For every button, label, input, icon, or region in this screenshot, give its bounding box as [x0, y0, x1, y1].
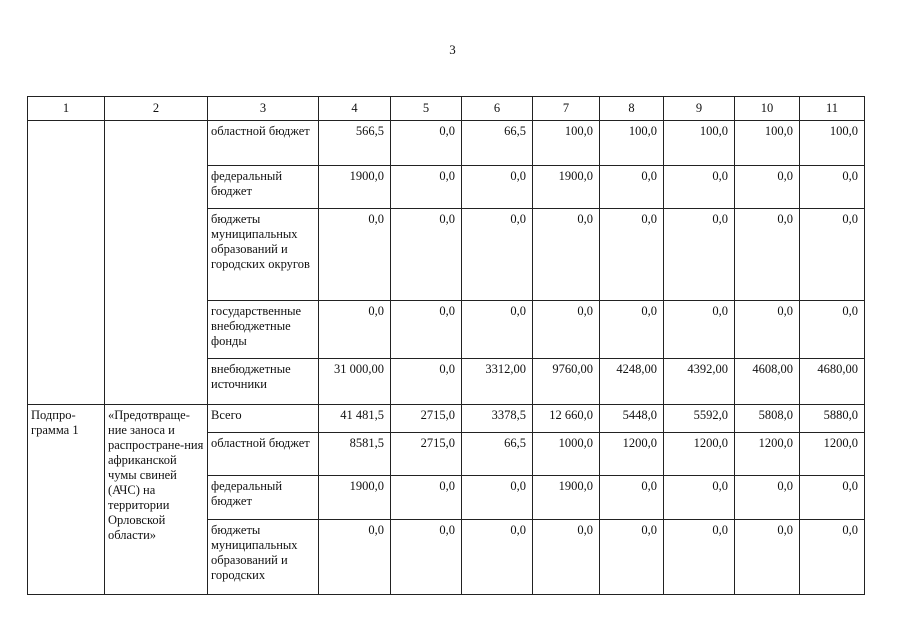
value-cell: 0,0 — [800, 520, 865, 595]
value-cell: 4392,00 — [664, 359, 735, 405]
value-cell: 1200,0 — [600, 433, 664, 476]
value-cell: 0,0 — [800, 301, 865, 359]
value-cell: 0,0 — [462, 301, 533, 359]
value-cell: 0,0 — [664, 520, 735, 595]
value-cell: 0,0 — [391, 121, 462, 166]
value-cell: 2715,0 — [391, 433, 462, 476]
header-cell: 1 — [28, 97, 105, 121]
header-cell: 11 — [800, 97, 865, 121]
value-cell: 8581,5 — [319, 433, 391, 476]
value-cell: 5808,0 — [735, 405, 800, 433]
value-cell: 0,0 — [600, 209, 664, 301]
value-cell: 0,0 — [391, 520, 462, 595]
value-cell: 1900,0 — [319, 476, 391, 520]
value-cell: 100,0 — [533, 121, 600, 166]
table-row — [28, 405, 865, 433]
funding-source: бюджеты муниципальных образований и городских округов — [208, 209, 319, 301]
value-cell: 31 000,00 — [319, 359, 391, 405]
value-cell: 4248,00 — [600, 359, 664, 405]
header-cell: 6 — [462, 97, 533, 121]
value-cell: 66,5 — [462, 121, 533, 166]
value-cell: 0,0 — [319, 520, 391, 595]
value-cell: 0,0 — [462, 520, 533, 595]
funding-source: областной бюджет — [208, 121, 319, 166]
value-cell: 0,0 — [391, 359, 462, 405]
subprogram-title: «Предотвраще-ние заноса и распростране-ния африканской чумы свиней (АЧС) на территории Орловской области» — [105, 405, 208, 595]
value-cell: 1200,0 — [800, 433, 865, 476]
value-cell: 0,0 — [664, 209, 735, 301]
value-cell: 1900,0 — [533, 166, 600, 209]
value-cell: 0,0 — [319, 209, 391, 301]
value-cell: 3378,5 — [462, 405, 533, 433]
header-cell: 5 — [391, 97, 462, 121]
value-cell: 0,0 — [600, 476, 664, 520]
header-cell: 3 — [208, 97, 319, 121]
subprogram-number: Подпро-грамма 1 — [28, 405, 105, 595]
value-cell: 0,0 — [800, 166, 865, 209]
value-cell: 5880,0 — [800, 405, 865, 433]
value-cell: 0,0 — [800, 476, 865, 520]
table-row — [28, 121, 865, 166]
funding-source: областной бюджет — [208, 433, 319, 476]
value-cell: 0,0 — [735, 166, 800, 209]
value-cell: 1000,0 — [533, 433, 600, 476]
value-cell: 0,0 — [800, 209, 865, 301]
value-cell: 0,0 — [664, 476, 735, 520]
value-cell: 1200,0 — [664, 433, 735, 476]
value-cell: 0,0 — [600, 520, 664, 595]
value-cell: 1900,0 — [533, 476, 600, 520]
value-cell: 0,0 — [391, 301, 462, 359]
value-cell: 1900,0 — [319, 166, 391, 209]
value-cell: 0,0 — [462, 476, 533, 520]
value-cell: 4608,00 — [735, 359, 800, 405]
value-cell: 0,0 — [735, 520, 800, 595]
value-cell: 0,0 — [391, 476, 462, 520]
value-cell: 3312,00 — [462, 359, 533, 405]
value-cell: 0,0 — [664, 166, 735, 209]
funding-source: Всего — [208, 405, 319, 433]
funding-source: федеральный бюджет — [208, 166, 319, 209]
header-cell: 10 — [735, 97, 800, 121]
value-cell: 9760,00 — [533, 359, 600, 405]
header-cell: 8 — [600, 97, 664, 121]
value-cell: 0,0 — [533, 209, 600, 301]
value-cell: 0,0 — [735, 301, 800, 359]
value-cell: 566,5 — [319, 121, 391, 166]
value-cell: 1200,0 — [735, 433, 800, 476]
funding-source: государственные внебюджетные фонды — [208, 301, 319, 359]
value-cell: 5448,0 — [600, 405, 664, 433]
header-cell: 4 — [319, 97, 391, 121]
value-cell: 0,0 — [462, 166, 533, 209]
header-cell: 2 — [105, 97, 208, 121]
funding-source: внебюджетные источники — [208, 359, 319, 405]
funding-source: федеральный бюджет — [208, 476, 319, 520]
value-cell: 2715,0 — [391, 405, 462, 433]
value-cell: 0,0 — [391, 166, 462, 209]
value-cell: 0,0 — [600, 301, 664, 359]
budget-table — [27, 96, 865, 595]
value-cell: 0,0 — [391, 209, 462, 301]
value-cell: 41 481,5 — [319, 405, 391, 433]
value-cell: 0,0 — [533, 301, 600, 359]
empty-cell — [105, 121, 208, 405]
empty-cell — [28, 121, 105, 405]
value-cell: 100,0 — [735, 121, 800, 166]
header-row — [28, 97, 865, 121]
value-cell: 0,0 — [735, 209, 800, 301]
value-cell: 0,0 — [735, 476, 800, 520]
value-cell: 4680,00 — [800, 359, 865, 405]
header-cell: 7 — [533, 97, 600, 121]
value-cell: 0,0 — [664, 301, 735, 359]
value-cell: 12 660,0 — [533, 405, 600, 433]
value-cell: 0,0 — [319, 301, 391, 359]
value-cell: 0,0 — [462, 209, 533, 301]
value-cell: 100,0 — [600, 121, 664, 166]
value-cell: 0,0 — [600, 166, 664, 209]
header-cell: 9 — [664, 97, 735, 121]
value-cell: 100,0 — [664, 121, 735, 166]
value-cell: 5592,0 — [664, 405, 735, 433]
value-cell: 100,0 — [800, 121, 865, 166]
funding-source: бюджеты муниципальных образований и городских — [208, 520, 319, 595]
value-cell: 0,0 — [533, 520, 600, 595]
page-number: 3 — [449, 42, 456, 57]
value-cell: 66,5 — [462, 433, 533, 476]
